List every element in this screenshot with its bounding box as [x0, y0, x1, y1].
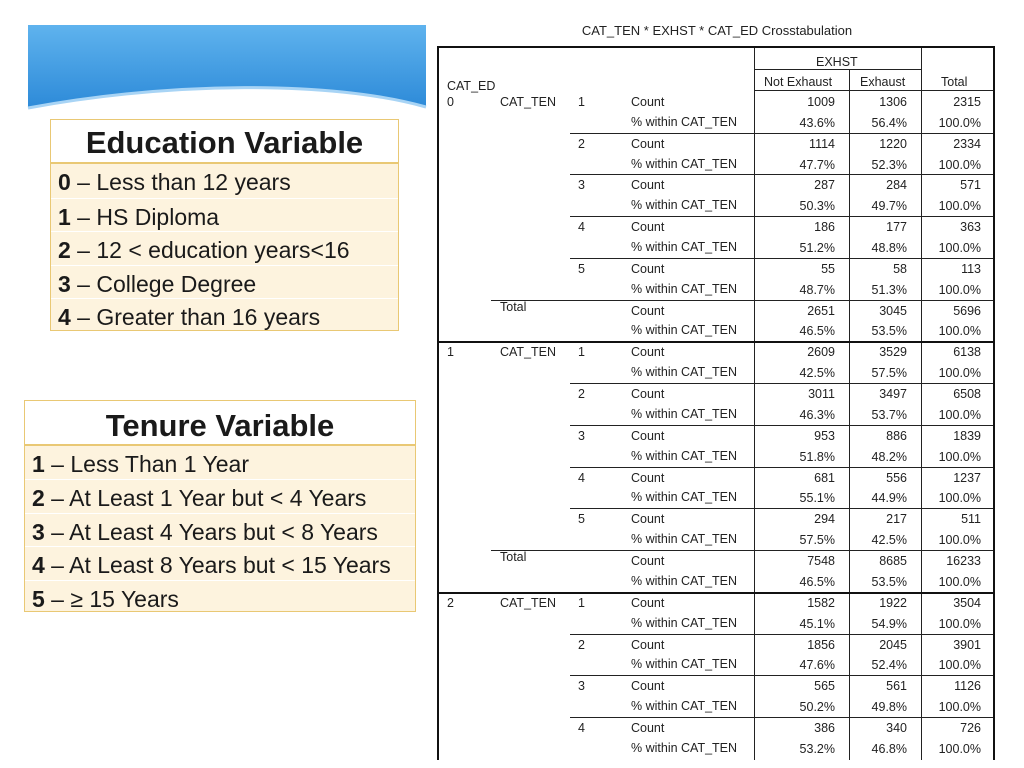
tenure-code: 4	[32, 552, 45, 579]
not-exhaust-pct: 53.2%	[799, 741, 835, 756]
exhaust-count: 1306	[879, 95, 907, 109]
cat-ten-value: 3	[578, 428, 585, 443]
not-exhaust-pct: 55.1%	[799, 491, 835, 506]
stat-pct-label: % within CAT_TEN	[631, 198, 738, 213]
not-exhaust-count: 1856	[807, 637, 835, 652]
education-code: 1	[58, 203, 71, 230]
total-pct: 100.0%	[938, 491, 981, 506]
table-rule	[849, 69, 850, 760]
total-count: 5696	[953, 303, 981, 318]
tenure-item-5	[25, 580, 415, 613]
not-exhaust-count: 953	[814, 428, 835, 443]
exhaust-pct: 54.9%	[871, 616, 907, 631]
cat-ten-value: 3	[578, 178, 585, 193]
not-exhaust-count: 1114	[809, 136, 835, 151]
exhaust-pct: 56.4%	[871, 115, 907, 130]
exhaust-pct: 52.3%	[871, 157, 907, 172]
stat-pct-label: % within CAT_TEN	[631, 281, 738, 296]
tenure-variable-box	[24, 400, 416, 612]
not-exhaust-pct: 46.5%	[799, 574, 835, 589]
not-exhaust-pct: 50.2%	[799, 700, 835, 715]
education-description: – HS Diploma	[70, 203, 220, 230]
stat-count-label: Count	[631, 220, 665, 235]
total-label: Total	[500, 549, 527, 564]
cat-ten-value: 3	[578, 679, 585, 694]
table-rule	[570, 174, 995, 175]
total-count: 2315	[953, 95, 981, 109]
exhaust-pct: 48.8%	[871, 240, 907, 255]
not-exhaust-pct: 45.1%	[799, 616, 835, 631]
exhaust-count: 561	[886, 679, 907, 694]
total-count: 2334	[953, 136, 981, 151]
stat-count-label: Count	[631, 637, 665, 652]
not-exhaust-count: 565	[814, 679, 835, 694]
total-pct: 100.0%	[938, 199, 981, 214]
table-rule	[754, 90, 995, 91]
exhaust-count: 58	[893, 261, 907, 276]
header-cat-ed: CAT_ED	[447, 79, 496, 93]
stat-count-label: Count	[631, 428, 665, 443]
cat-ed-value: 0	[447, 95, 454, 109]
crosstab-table	[437, 46, 995, 760]
stat-pct-label: % within CAT_TEN	[631, 615, 738, 630]
stat-count-label: Count	[631, 679, 665, 694]
not-exhaust-count: 2651	[807, 303, 835, 318]
exhaust-count: 284	[886, 178, 907, 193]
cat-ten-value: 4	[578, 470, 585, 485]
tenure-description: – Less Than 1 Year	[44, 451, 249, 477]
not-exhaust-pct: 46.5%	[799, 324, 835, 339]
stat-count-label: Count	[631, 303, 665, 318]
exhaust-count: 2045	[879, 637, 907, 652]
not-exhaust-count: 1009	[807, 95, 835, 109]
stat-pct-label: % within CAT_TEN	[631, 490, 738, 505]
stat-count-label: Count	[631, 512, 665, 527]
tenure-description: – ≥ 15 Years	[44, 585, 179, 612]
education-item-0	[51, 164, 398, 198]
total-pct: 100.0%	[938, 616, 981, 631]
stat-count-label: Count	[631, 345, 665, 360]
exhaust-count: 8685	[879, 553, 907, 568]
stat-count-label: Count	[631, 553, 665, 568]
total-count: 6508	[953, 387, 981, 402]
total-pct: 100.0%	[938, 574, 981, 589]
not-exhaust-count: 2609	[807, 345, 835, 360]
stat-count-label: Count	[631, 178, 665, 193]
tenure-description: – At Least 8 Years but < 15 Years	[44, 552, 391, 579]
stat-pct-label: % within CAT_TEN	[631, 323, 738, 338]
education-code: 4	[58, 304, 71, 331]
not-exhaust-pct: 51.2%	[799, 240, 835, 255]
cat-ten-value: 4	[578, 720, 585, 735]
total-pct: 100.0%	[938, 157, 981, 172]
table-rule	[570, 258, 995, 259]
not-exhaust-count: 1582	[807, 595, 835, 610]
not-exhaust-pct: 47.7%	[799, 157, 835, 172]
table-rule	[570, 634, 995, 635]
exhaust-pct: 53.5%	[871, 324, 907, 339]
exhaust-pct: 49.7%	[871, 199, 907, 214]
education-title: Education Variable	[51, 120, 398, 164]
exhaust-count: 1922	[879, 595, 907, 610]
education-item-4	[51, 298, 398, 332]
exhaust-pct: 53.5%	[871, 574, 907, 589]
cat-ten-label: CAT_TEN	[500, 595, 557, 610]
not-exhaust-count: 287	[814, 178, 835, 193]
stat-pct-label: % within CAT_TEN	[631, 699, 738, 714]
header-not-exhaust: Not Exhaust	[764, 75, 833, 89]
cat-ed-value: 1	[447, 345, 454, 360]
stat-count-label: Count	[631, 95, 665, 109]
stat-count-label: Count	[631, 595, 665, 610]
total-count: 571	[960, 178, 981, 193]
total-count: 3901	[953, 637, 981, 652]
exhaust-pct: 42.5%	[871, 533, 907, 548]
total-count: 6138	[953, 345, 981, 360]
table-rule	[491, 550, 995, 551]
tenure-description: – At Least 1 Year but < 4 Years	[44, 485, 367, 512]
total-pct: 100.0%	[938, 407, 981, 422]
table-rule	[439, 341, 995, 343]
education-description: – College Degree	[70, 270, 257, 297]
header-exhaust: Exhaust	[860, 75, 906, 89]
not-exhaust-count: 294	[814, 512, 835, 527]
total-pct: 100.0%	[938, 533, 981, 548]
stat-pct-label: % within CAT_TEN	[631, 406, 738, 421]
cat-ten-label: CAT_TEN	[500, 345, 557, 360]
tenure-item-2	[25, 479, 415, 512]
total-count: 1839	[953, 428, 981, 443]
exhaust-pct: 53.7%	[871, 407, 907, 422]
total-pct: 100.0%	[938, 115, 981, 130]
total-count: 3504	[953, 595, 981, 610]
table-rule	[570, 717, 995, 718]
header-total: Total	[941, 75, 968, 89]
stat-pct-label: % within CAT_TEN	[631, 740, 738, 755]
education-code: 2	[58, 237, 71, 264]
education-code: 0	[58, 169, 71, 195]
education-description: – Less than 12 years	[70, 169, 291, 195]
total-count: 363	[960, 220, 981, 235]
table-rule	[921, 48, 922, 760]
cat-ed-value: 2	[447, 595, 454, 610]
exhaust-pct: 57.5%	[871, 366, 907, 381]
not-exhaust-pct: 47.6%	[799, 658, 835, 673]
cat-ten-value: 1	[578, 595, 585, 610]
education-description: – Greater than 16 years	[70, 304, 321, 331]
exhaust-count: 217	[886, 512, 907, 527]
tenure-code: 1	[32, 451, 45, 477]
cat-ten-value: 4	[578, 220, 585, 235]
not-exhaust-pct: 48.7%	[799, 282, 835, 297]
stat-pct-label: % within CAT_TEN	[631, 239, 738, 254]
total-pct: 100.0%	[938, 658, 981, 673]
total-count: 1237	[953, 470, 981, 485]
stat-count-label: Count	[631, 136, 665, 151]
total-count: 16233	[946, 553, 981, 568]
stat-count-label: Count	[631, 387, 665, 402]
exhaust-count: 177	[886, 220, 907, 235]
exhaust-count: 340	[886, 720, 907, 735]
education-item-1	[51, 198, 398, 232]
tenure-item-1	[25, 446, 415, 479]
not-exhaust-count: 681	[814, 470, 835, 485]
table-rule	[570, 383, 995, 384]
header-exhst: EXHST	[816, 55, 858, 69]
not-exhaust-pct: 46.3%	[799, 407, 835, 422]
exhaust-count: 3497	[879, 387, 907, 402]
table-rule	[570, 467, 995, 468]
exhaust-pct: 44.9%	[871, 491, 907, 506]
not-exhaust-count: 386	[814, 720, 835, 735]
tenure-item-3	[25, 513, 415, 546]
total-count: 726	[960, 720, 981, 735]
tenure-code: 5	[32, 585, 45, 612]
cat-ten-value: 5	[578, 512, 585, 527]
table-rule	[439, 592, 995, 594]
tenure-title: Tenure Variable	[25, 401, 415, 446]
not-exhaust-count: 55	[821, 261, 835, 276]
total-count: 511	[961, 512, 981, 527]
stat-pct-label: % within CAT_TEN	[631, 532, 738, 547]
table-rule	[754, 48, 755, 760]
tenure-description: – At Least 4 Years but < 8 Years	[44, 518, 378, 545]
total-pct: 100.0%	[938, 700, 981, 715]
not-exhaust-count: 3011	[808, 387, 835, 402]
education-item-2	[51, 231, 398, 265]
stat-pct-label: % within CAT_TEN	[631, 448, 738, 463]
not-exhaust-pct: 42.5%	[799, 366, 835, 381]
stat-count-label: Count	[631, 261, 665, 276]
table-rule	[570, 508, 995, 509]
cat-ten-value: 5	[578, 261, 585, 276]
cat-ten-value: 2	[578, 136, 585, 151]
stat-pct-label: % within CAT_TEN	[631, 657, 738, 672]
cat-ten-value: 2	[578, 637, 585, 652]
exhaust-pct: 52.4%	[871, 658, 907, 673]
not-exhaust-count: 186	[814, 220, 835, 235]
stat-pct-label: % within CAT_TEN	[631, 114, 738, 129]
tenure-code: 2	[32, 485, 45, 512]
tenure-item-4	[25, 546, 415, 579]
education-variable-box	[50, 119, 399, 331]
cat-ten-value: 1	[578, 345, 585, 360]
total-label: Total	[500, 299, 527, 314]
stat-pct-label: % within CAT_TEN	[631, 156, 738, 171]
total-pct: 100.0%	[938, 240, 981, 255]
stat-count-label: Count	[631, 720, 665, 735]
education-item-3	[51, 265, 398, 299]
table-rule	[570, 216, 995, 217]
total-pct: 100.0%	[938, 282, 981, 297]
crosstab-title: CAT_TEN * EXHST * CAT_ED Crosstabulation	[581, 23, 853, 38]
not-exhaust-pct: 57.5%	[799, 533, 835, 548]
table-rule	[491, 300, 995, 301]
exhaust-count: 886	[886, 428, 907, 443]
not-exhaust-pct: 50.3%	[799, 199, 835, 214]
total-pct: 100.0%	[938, 741, 981, 756]
table-rule	[570, 425, 995, 426]
total-pct: 100.0%	[938, 449, 981, 464]
stat-count-label: Count	[631, 470, 665, 485]
total-pct: 100.0%	[938, 366, 981, 381]
exhaust-count: 3529	[879, 345, 907, 360]
exhaust-count: 3045	[879, 303, 907, 318]
table-rule	[754, 69, 921, 70]
cat-ten-label: CAT_TEN	[500, 95, 557, 109]
education-description: – 12 < education years<16	[70, 237, 350, 264]
exhaust-count: 1220	[879, 136, 907, 151]
stat-pct-label: % within CAT_TEN	[631, 365, 738, 380]
exhaust-pct: 51.3%	[871, 282, 907, 297]
exhaust-count: 556	[886, 470, 907, 485]
cat-ten-value: 1	[578, 95, 585, 109]
total-count: 113	[961, 261, 981, 276]
not-exhaust-count: 7548	[807, 553, 835, 568]
not-exhaust-pct: 51.8%	[799, 449, 835, 464]
table-rule	[570, 133, 995, 134]
education-code: 3	[58, 270, 71, 297]
header-swoosh	[0, 0, 440, 115]
not-exhaust-pct: 43.6%	[799, 115, 835, 130]
table-rule	[570, 675, 995, 676]
total-pct: 100.0%	[938, 324, 981, 339]
exhaust-pct: 46.8%	[871, 741, 907, 756]
exhaust-pct: 49.8%	[871, 700, 907, 715]
stat-pct-label: % within CAT_TEN	[631, 573, 738, 588]
cat-ten-value: 2	[578, 387, 585, 402]
total-count: 1126	[954, 679, 981, 694]
exhaust-pct: 48.2%	[871, 449, 907, 464]
tenure-code: 3	[32, 518, 45, 545]
